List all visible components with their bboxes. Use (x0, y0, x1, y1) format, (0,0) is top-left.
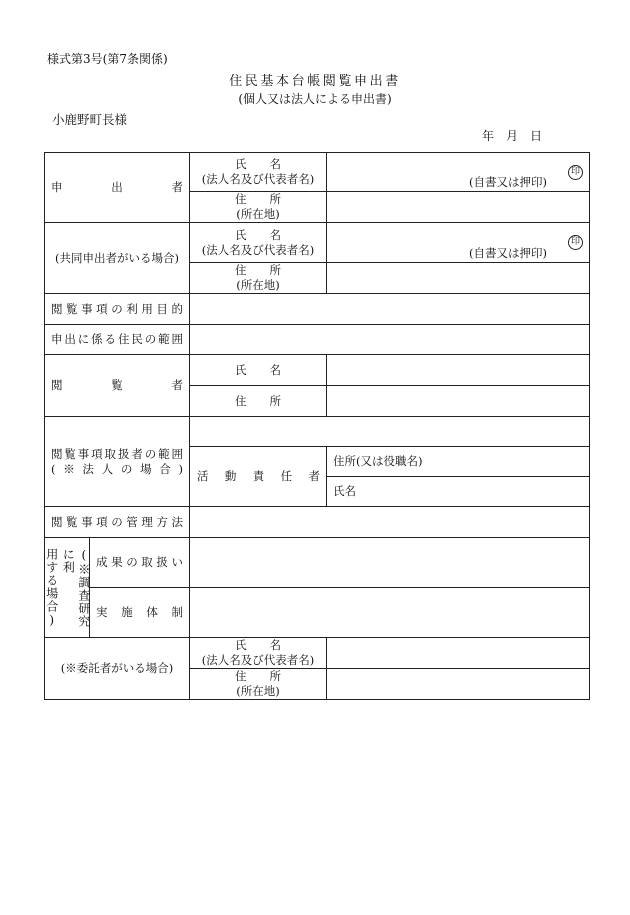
co-applicant-name-row (45, 223, 590, 263)
handler-row-1 (45, 417, 590, 447)
results-label: 成果の取扱い (90, 538, 190, 588)
form-title: 住民基本台帳閲覧申出書 (229, 74, 401, 89)
consignee-name-row (45, 638, 590, 669)
address-label: 住 所 (190, 386, 327, 417)
purpose-field[interactable] (190, 294, 590, 325)
applicant-label-char: 出 (111, 180, 123, 195)
consignee-address-field[interactable] (327, 668, 590, 699)
co-applicant-name-field[interactable] (327, 223, 590, 263)
management-field[interactable] (190, 507, 590, 538)
consignee-label: (※委託者がいる場合) (45, 638, 190, 700)
co-applicant-address-field[interactable] (327, 263, 590, 294)
address-corp-label: 住 所 (所在地) (190, 192, 327, 223)
addressee: 小鹿野町長様 (52, 112, 128, 127)
seal-icon: 印 (568, 235, 583, 250)
results-row (45, 538, 590, 588)
applicant-name-field[interactable] (327, 153, 590, 192)
handler-scope-field[interactable] (190, 417, 590, 447)
application-table (44, 152, 590, 700)
viewer-name-row (45, 355, 590, 386)
research-label: (※調査研究に利 用する場合) (45, 538, 90, 638)
scope-row (45, 325, 590, 355)
handler-scope-label: 閲覧事項取扱者の範囲 (※法人の場合) (45, 417, 190, 507)
name-corp-label: 氏 名 (法人名及び代表者名) (190, 223, 327, 263)
implementation-label: 実 施 体 制 (90, 588, 190, 638)
applicant-label-char: 申 (51, 180, 63, 195)
viewer-label-char: 閲 (51, 378, 63, 393)
date-field: 年 月 日 (482, 129, 543, 143)
name-label: 氏 名 (190, 355, 327, 386)
viewer-label-char: 者 (171, 378, 183, 393)
seal-icon: 印 (568, 165, 583, 180)
applicant-address-field[interactable] (327, 192, 590, 223)
form-subtitle: (個人又は法人による申出書) (238, 92, 392, 106)
viewer-label (45, 355, 190, 417)
consignee-name-field[interactable] (327, 638, 590, 669)
seal-note: (自書又は押印) (469, 246, 547, 261)
applicant-label-char: 者 (171, 180, 183, 195)
purpose-row (45, 294, 590, 325)
seal-note: (自書又は押印) (469, 175, 547, 190)
manager-address-field[interactable]: 住所(又は役職名) (327, 447, 590, 477)
purpose-label: 閲覧事項の利用目的 (45, 294, 190, 325)
scope-field[interactable] (190, 325, 590, 355)
activity-manager-label: 活 動 責 任 者 (190, 447, 327, 507)
manager-name-field[interactable]: 氏名 (327, 477, 590, 507)
viewer-label-char: 覧 (111, 378, 123, 393)
implementation-field[interactable] (190, 588, 590, 638)
management-row (45, 507, 590, 538)
co-applicant-label: (共同申出者がいる場合) (45, 223, 190, 294)
implementation-row (45, 588, 590, 638)
scope-label: 申出に係る住民の範囲 (45, 325, 190, 355)
viewer-name-field[interactable] (327, 355, 590, 386)
form-number: 様式第3号(第7条関係) (47, 52, 168, 66)
viewer-address-field[interactable] (327, 386, 590, 417)
name-corp-label: 氏 名 (法人名及び代表者名) (190, 153, 327, 192)
results-field[interactable] (190, 538, 590, 588)
applicant-label (45, 153, 190, 223)
applicant-name-row (45, 153, 590, 192)
address-corp-label: 住 所 (所在地) (190, 668, 327, 699)
management-label: 閲覧事項の管理方法 (45, 507, 190, 538)
name-corp-label: 氏 名 (法人名及び代表者名) (190, 638, 327, 669)
address-corp-label: 住 所 (所在地) (190, 263, 327, 294)
